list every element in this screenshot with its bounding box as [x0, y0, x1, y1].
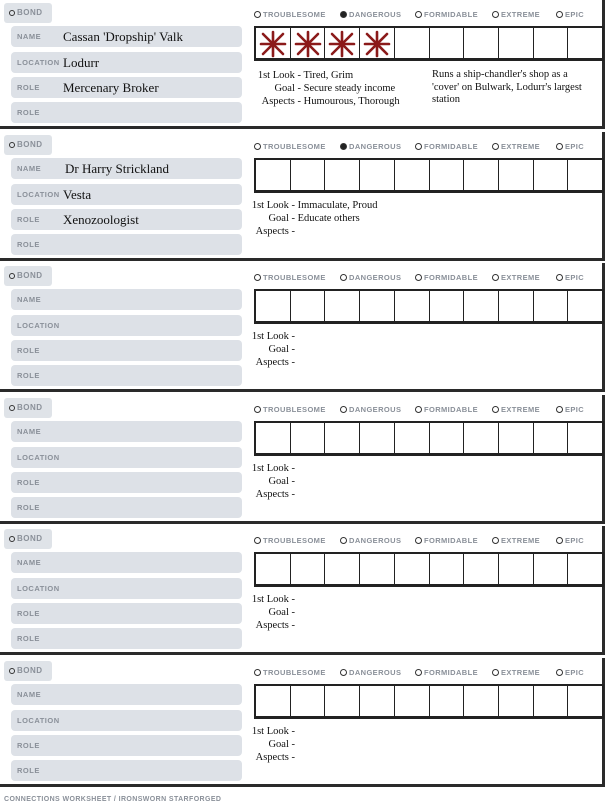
goal-label: Goal - [274, 83, 301, 94]
progress-box[interactable] [534, 160, 569, 190]
aspects-row[interactable] [249, 356, 295, 369]
name-field[interactable] [11, 684, 242, 705]
bond-checkbox[interactable] [4, 135, 52, 155]
rank-epic[interactable] [556, 9, 584, 21]
goal-row[interactable] [255, 82, 400, 95]
progress-box[interactable] [256, 423, 291, 453]
goal-label: Goal - [268, 476, 295, 487]
bond-checkbox[interactable] [4, 266, 52, 286]
rank-label: EXTREME [501, 536, 541, 545]
rank-troublesome[interactable] [254, 667, 326, 679]
progress-box[interactable] [360, 160, 395, 190]
bond-label: BOND [17, 666, 43, 675]
role2-field[interactable] [11, 628, 242, 649]
progress-box[interactable] [464, 28, 499, 58]
rank-label: EPIC [565, 273, 585, 282]
progress-box[interactable] [499, 291, 534, 321]
progress-box[interactable] [464, 686, 499, 716]
rank-troublesome[interactable] [254, 141, 326, 153]
role2-label: ROLE [17, 371, 40, 380]
rank-label: EPIC [565, 142, 585, 151]
connection-details [249, 330, 295, 369]
rank-label: EPIC [565, 405, 585, 414]
goal-row[interactable] [249, 475, 295, 488]
location-field[interactable] [11, 52, 242, 73]
role-field[interactable] [11, 340, 242, 361]
full-tick-icon [258, 30, 288, 58]
progress-box[interactable] [395, 554, 430, 584]
rank-formidable[interactable] [415, 404, 478, 416]
progress-box[interactable] [256, 28, 291, 58]
progress-box[interactable] [256, 160, 291, 190]
bond-label: BOND [17, 271, 43, 280]
progress-box[interactable] [430, 160, 465, 190]
rank-radio-icon[interactable] [556, 11, 563, 18]
rank-extreme[interactable] [492, 141, 540, 153]
goal-label: Goal - [268, 213, 295, 224]
connection-6 [0, 658, 605, 787]
bond-circle-icon[interactable] [9, 142, 15, 148]
location-value[interactable]: Vesta [63, 187, 92, 202]
location-label: LOCATION [17, 58, 60, 67]
name-label: NAME [17, 427, 42, 436]
progress-box[interactable] [430, 423, 465, 453]
progress-box[interactable] [256, 291, 291, 321]
bond-circle-icon[interactable] [9, 273, 15, 279]
bond-label: BOND [17, 534, 43, 543]
location-field[interactable] [11, 710, 242, 731]
rank-dangerous[interactable] [340, 9, 401, 21]
progress-box[interactable] [325, 686, 360, 716]
notes-text[interactable]: Runs a ship-chandler's shop as a 'cover' on Bulwark, Lodurr's largest station [432, 69, 582, 105]
progress-box[interactable] [291, 554, 326, 584]
role2-field[interactable] [11, 102, 242, 123]
rank-radio-icon[interactable] [254, 406, 261, 413]
rank-formidable[interactable] [415, 667, 478, 679]
rank-radio-icon[interactable] [254, 274, 261, 281]
progress-box[interactable] [291, 28, 326, 58]
role2-label: ROLE [17, 503, 40, 512]
rank-radio-icon[interactable] [492, 406, 499, 413]
rank-radio-icon[interactable] [340, 669, 347, 676]
progress-box[interactable] [464, 291, 499, 321]
rank-dangerous[interactable] [340, 141, 401, 153]
rank-label: EPIC [565, 10, 585, 19]
rank-radio-icon[interactable] [415, 669, 422, 676]
bond-circle-icon[interactable] [9, 10, 15, 16]
aspects-row[interactable] [255, 95, 400, 108]
rank-selector [254, 404, 604, 416]
look-value[interactable]: Immaculate, Proud [297, 200, 378, 211]
progress-box[interactable] [464, 554, 499, 584]
rank-label: EXTREME [501, 405, 541, 414]
bond-label: BOND [17, 140, 43, 149]
rank-radio-icon[interactable] [340, 274, 347, 281]
rank-label: EXTREME [501, 10, 541, 19]
bond-circle-icon[interactable] [9, 405, 15, 411]
rank-radio-icon[interactable] [340, 406, 347, 413]
progress-box[interactable] [325, 423, 360, 453]
progress-box[interactable] [534, 686, 569, 716]
progress-box[interactable] [568, 686, 602, 716]
rank-label: FORMIDABLE [424, 10, 478, 19]
role-label: ROLE [17, 478, 40, 487]
location-field[interactable] [11, 578, 242, 599]
progress-track [254, 158, 604, 193]
name-label: NAME [17, 32, 42, 41]
rank-label: FORMIDABLE [424, 405, 478, 414]
rank-radio-icon[interactable] [254, 143, 261, 150]
goal-row[interactable] [249, 212, 378, 225]
aspects-value[interactable]: Humourous, Thorough [303, 96, 400, 107]
progress-track [254, 289, 604, 324]
role2-label: ROLE [17, 240, 40, 249]
name-label: NAME [17, 558, 42, 567]
rank-radio-icon[interactable] [556, 669, 563, 676]
look-row[interactable] [249, 593, 295, 606]
rank-label: DANGEROUS [349, 10, 402, 19]
progress-box[interactable] [534, 423, 569, 453]
progress-box[interactable] [291, 160, 326, 190]
progress-box[interactable] [395, 28, 430, 58]
role-label: ROLE [17, 346, 40, 355]
location-label: LOCATION [17, 321, 60, 330]
goal-label: Goal - [268, 344, 295, 355]
location-value[interactable]: Lodurr [63, 55, 100, 70]
location-field[interactable] [11, 184, 242, 205]
rank-extreme[interactable] [492, 667, 540, 679]
rank-label: DANGEROUS [349, 536, 402, 545]
look-label: 1st Look - [251, 331, 295, 342]
aspects-label: Aspects - [255, 620, 295, 631]
progress-box[interactable] [256, 554, 291, 584]
rank-formidable[interactable] [415, 535, 478, 547]
rank-label: TROUBLESOME [263, 142, 326, 151]
goal-value[interactable]: Secure steady income [303, 83, 396, 94]
connection-details [255, 69, 400, 108]
progress-box[interactable] [291, 423, 326, 453]
aspects-row[interactable] [249, 751, 295, 764]
rank-label: TROUBLESOME [263, 536, 326, 545]
rank-selector [254, 9, 604, 21]
role-field[interactable] [11, 735, 242, 756]
rank-radio-icon[interactable] [492, 11, 499, 18]
role-label: ROLE [17, 741, 40, 750]
name-value[interactable]: Cassan 'Dropship' Valk [63, 29, 183, 44]
aspects-label: Aspects - [255, 226, 295, 237]
rank-troublesome[interactable] [254, 9, 326, 21]
goal-label: Goal - [268, 607, 295, 618]
role-label: ROLE [17, 83, 40, 92]
progress-box[interactable] [499, 160, 534, 190]
look-row[interactable] [249, 330, 295, 343]
progress-box[interactable] [568, 291, 602, 321]
progress-track [254, 26, 604, 61]
rank-epic[interactable] [556, 404, 584, 416]
progress-box[interactable] [360, 423, 395, 453]
bond-circle-icon[interactable] [9, 536, 15, 542]
rank-radio-icon[interactable] [556, 537, 563, 544]
full-tick-icon [362, 30, 392, 58]
connection-2 [0, 132, 605, 261]
rank-dangerous[interactable] [340, 667, 401, 679]
connection-1 [0, 0, 605, 129]
progress-box[interactable] [430, 28, 465, 58]
progress-box[interactable] [499, 554, 534, 584]
progress-box[interactable] [464, 423, 499, 453]
rank-label: TROUBLESOME [263, 273, 326, 282]
goal-value[interactable]: Educate others [297, 213, 360, 224]
rank-epic[interactable] [556, 667, 584, 679]
aspects-label: Aspects - [255, 752, 295, 763]
progress-box[interactable] [360, 554, 395, 584]
rank-troublesome[interactable] [254, 535, 326, 547]
rank-troublesome[interactable] [254, 272, 326, 284]
rank-label: TROUBLESOME [263, 668, 326, 677]
full-tick-icon [293, 30, 323, 58]
rank-label: TROUBLESOME [263, 10, 326, 19]
progress-box[interactable] [568, 28, 602, 58]
location-label: LOCATION [17, 453, 60, 462]
progress-box[interactable] [534, 554, 569, 584]
progress-box[interactable] [291, 686, 326, 716]
rank-label: DANGEROUS [349, 273, 402, 282]
rank-label: FORMIDABLE [424, 668, 478, 677]
progress-track [254, 421, 604, 456]
rank-epic[interactable] [556, 535, 584, 547]
rank-dangerous[interactable] [340, 535, 401, 547]
role-label: ROLE [17, 609, 40, 618]
progress-box[interactable] [360, 291, 395, 321]
rank-formidable[interactable] [415, 272, 478, 284]
rank-radio-icon[interactable] [340, 537, 347, 544]
location-label: LOCATION [17, 190, 60, 199]
rank-selector [254, 667, 604, 679]
bond-checkbox[interactable] [4, 661, 52, 681]
bond-label: BOND [17, 403, 43, 412]
rank-extreme[interactable] [492, 404, 540, 416]
rank-label: FORMIDABLE [424, 536, 478, 545]
rank-radio-icon[interactable] [415, 11, 422, 18]
rank-dangerous[interactable] [340, 404, 401, 416]
progress-box[interactable] [534, 28, 569, 58]
aspects-row[interactable] [249, 619, 295, 632]
rank-label: EXTREME [501, 668, 541, 677]
rank-label: FORMIDABLE [424, 142, 478, 151]
progress-box[interactable] [534, 291, 569, 321]
connection-details [249, 593, 295, 632]
progress-box[interactable] [395, 423, 430, 453]
rank-label: DANGEROUS [349, 405, 402, 414]
connection-5 [0, 526, 605, 655]
role-label: ROLE [17, 215, 40, 224]
look-row[interactable] [249, 725, 295, 738]
bond-checkbox[interactable] [4, 3, 52, 23]
rank-dangerous[interactable] [340, 272, 401, 284]
rank-extreme[interactable] [492, 535, 540, 547]
progress-box[interactable] [360, 686, 395, 716]
rank-radio-icon[interactable] [492, 143, 499, 150]
rank-label: EPIC [565, 668, 585, 677]
connection-details [249, 725, 295, 764]
rank-radio-icon[interactable] [415, 143, 422, 150]
progress-box[interactable] [499, 423, 534, 453]
look-row[interactable] [249, 199, 378, 212]
progress-box[interactable] [360, 28, 395, 58]
progress-box[interactable] [291, 291, 326, 321]
progress-box[interactable] [395, 686, 430, 716]
rank-troublesome[interactable] [254, 404, 326, 416]
progress-track [254, 684, 604, 719]
rank-radio-icon[interactable] [254, 537, 261, 544]
footer: CONNECTIONS WORKSHEET / IRONSWORN STARFORGED [4, 796, 222, 803]
progress-box[interactable] [395, 160, 430, 190]
rank-selector [254, 272, 604, 284]
role2-field[interactable] [11, 234, 242, 255]
goal-label: Goal - [268, 739, 295, 750]
role-field[interactable] [11, 209, 242, 230]
role2-field[interactable] [11, 760, 242, 781]
role2-label: ROLE [17, 766, 40, 775]
role-value[interactable]: Xenozoologist [63, 212, 139, 227]
rank-formidable[interactable] [415, 141, 478, 153]
look-label: 1st Look - [251, 594, 295, 605]
aspects-row[interactable] [249, 488, 295, 501]
location-field[interactable] [11, 315, 242, 336]
bond-checkbox[interactable] [4, 529, 52, 549]
look-label: 1st Look - [257, 70, 301, 81]
aspects-label: Aspects - [255, 357, 295, 368]
goal-row[interactable] [249, 606, 295, 619]
rank-radio-icon[interactable] [254, 669, 261, 676]
progress-box[interactable] [430, 554, 465, 584]
location-label: LOCATION [17, 716, 60, 725]
name-value[interactable]: Dr Harry Strickland [65, 161, 169, 176]
role-field[interactable] [11, 603, 242, 624]
progress-box[interactable] [325, 291, 360, 321]
progress-box[interactable] [464, 160, 499, 190]
rank-epic[interactable] [556, 272, 584, 284]
rank-radio-icon[interactable] [492, 274, 499, 281]
role-field[interactable] [11, 77, 242, 98]
name-field[interactable] [11, 289, 242, 310]
rank-formidable[interactable] [415, 9, 478, 21]
location-label: LOCATION [17, 584, 60, 593]
look-label: 1st Look - [251, 726, 295, 737]
name-label: NAME [17, 295, 42, 304]
rank-label: EPIC [565, 536, 585, 545]
role2-field[interactable] [11, 497, 242, 518]
progress-box[interactable] [395, 291, 430, 321]
rank-label: DANGEROUS [349, 142, 402, 151]
progress-box[interactable] [325, 28, 360, 58]
look-value[interactable]: Tired, Grim [303, 70, 354, 81]
rank-label: EXTREME [501, 142, 541, 151]
progress-box[interactable] [568, 423, 602, 453]
rank-radio-icon[interactable] [556, 406, 563, 413]
aspects-label: Aspects - [261, 96, 301, 107]
rank-label: TROUBLESOME [263, 405, 326, 414]
progress-box[interactable] [568, 554, 602, 584]
rank-selector [254, 535, 604, 547]
name-label: NAME [17, 690, 42, 699]
rank-radio-icon[interactable] [556, 274, 563, 281]
bond-label: BOND [17, 8, 43, 17]
role2-label: ROLE [17, 108, 40, 117]
rank-radio-icon[interactable] [340, 11, 347, 18]
name-field[interactable] [11, 26, 242, 47]
goal-row[interactable] [249, 738, 295, 751]
role2-field[interactable] [11, 365, 242, 386]
role2-label: ROLE [17, 634, 40, 643]
aspects-label: Aspects - [255, 489, 295, 500]
name-label: NAME [17, 164, 42, 173]
progress-box[interactable] [325, 160, 360, 190]
progress-box[interactable] [430, 686, 465, 716]
progress-track [254, 552, 604, 587]
look-label: 1st Look - [251, 200, 295, 211]
rank-label: FORMIDABLE [424, 273, 478, 282]
look-row[interactable] [249, 462, 295, 475]
rank-radio-icon[interactable] [415, 406, 422, 413]
name-field[interactable] [11, 552, 242, 573]
name-field[interactable] [11, 421, 242, 442]
aspects-row[interactable] [249, 225, 378, 238]
look-row[interactable] [255, 69, 400, 82]
progress-box[interactable] [499, 28, 534, 58]
rank-radio-icon[interactable] [492, 537, 499, 544]
progress-box[interactable] [568, 160, 602, 190]
location-field[interactable] [11, 447, 242, 468]
rank-label: EXTREME [501, 273, 541, 282]
rank-radio-icon[interactable] [492, 669, 499, 676]
progress-box[interactable] [430, 291, 465, 321]
progress-box[interactable] [499, 686, 534, 716]
progress-box[interactable] [256, 686, 291, 716]
rank-label: DANGEROUS [349, 668, 402, 677]
bond-checkbox[interactable] [4, 398, 52, 418]
goal-row[interactable] [249, 343, 295, 356]
rank-extreme[interactable] [492, 272, 540, 284]
rank-selector [254, 141, 604, 153]
rank-radio-icon[interactable] [415, 537, 422, 544]
rank-radio-icon[interactable] [556, 143, 563, 150]
connection-details [249, 462, 295, 501]
rank-extreme[interactable] [492, 9, 540, 21]
look-label: 1st Look - [251, 463, 295, 474]
rank-radio-icon[interactable] [340, 143, 347, 150]
full-tick-icon [327, 30, 357, 58]
rank-radio-icon[interactable] [254, 11, 261, 18]
progress-box[interactable] [325, 554, 360, 584]
connection-details [249, 199, 378, 238]
role-field[interactable] [11, 472, 242, 493]
connection-4 [0, 395, 605, 524]
rank-epic[interactable] [556, 141, 584, 153]
bond-circle-icon[interactable] [9, 668, 15, 674]
connection-3 [0, 263, 605, 392]
role-value[interactable]: Mercenary Broker [63, 80, 159, 95]
name-field[interactable] [11, 158, 242, 179]
rank-radio-icon[interactable] [415, 274, 422, 281]
